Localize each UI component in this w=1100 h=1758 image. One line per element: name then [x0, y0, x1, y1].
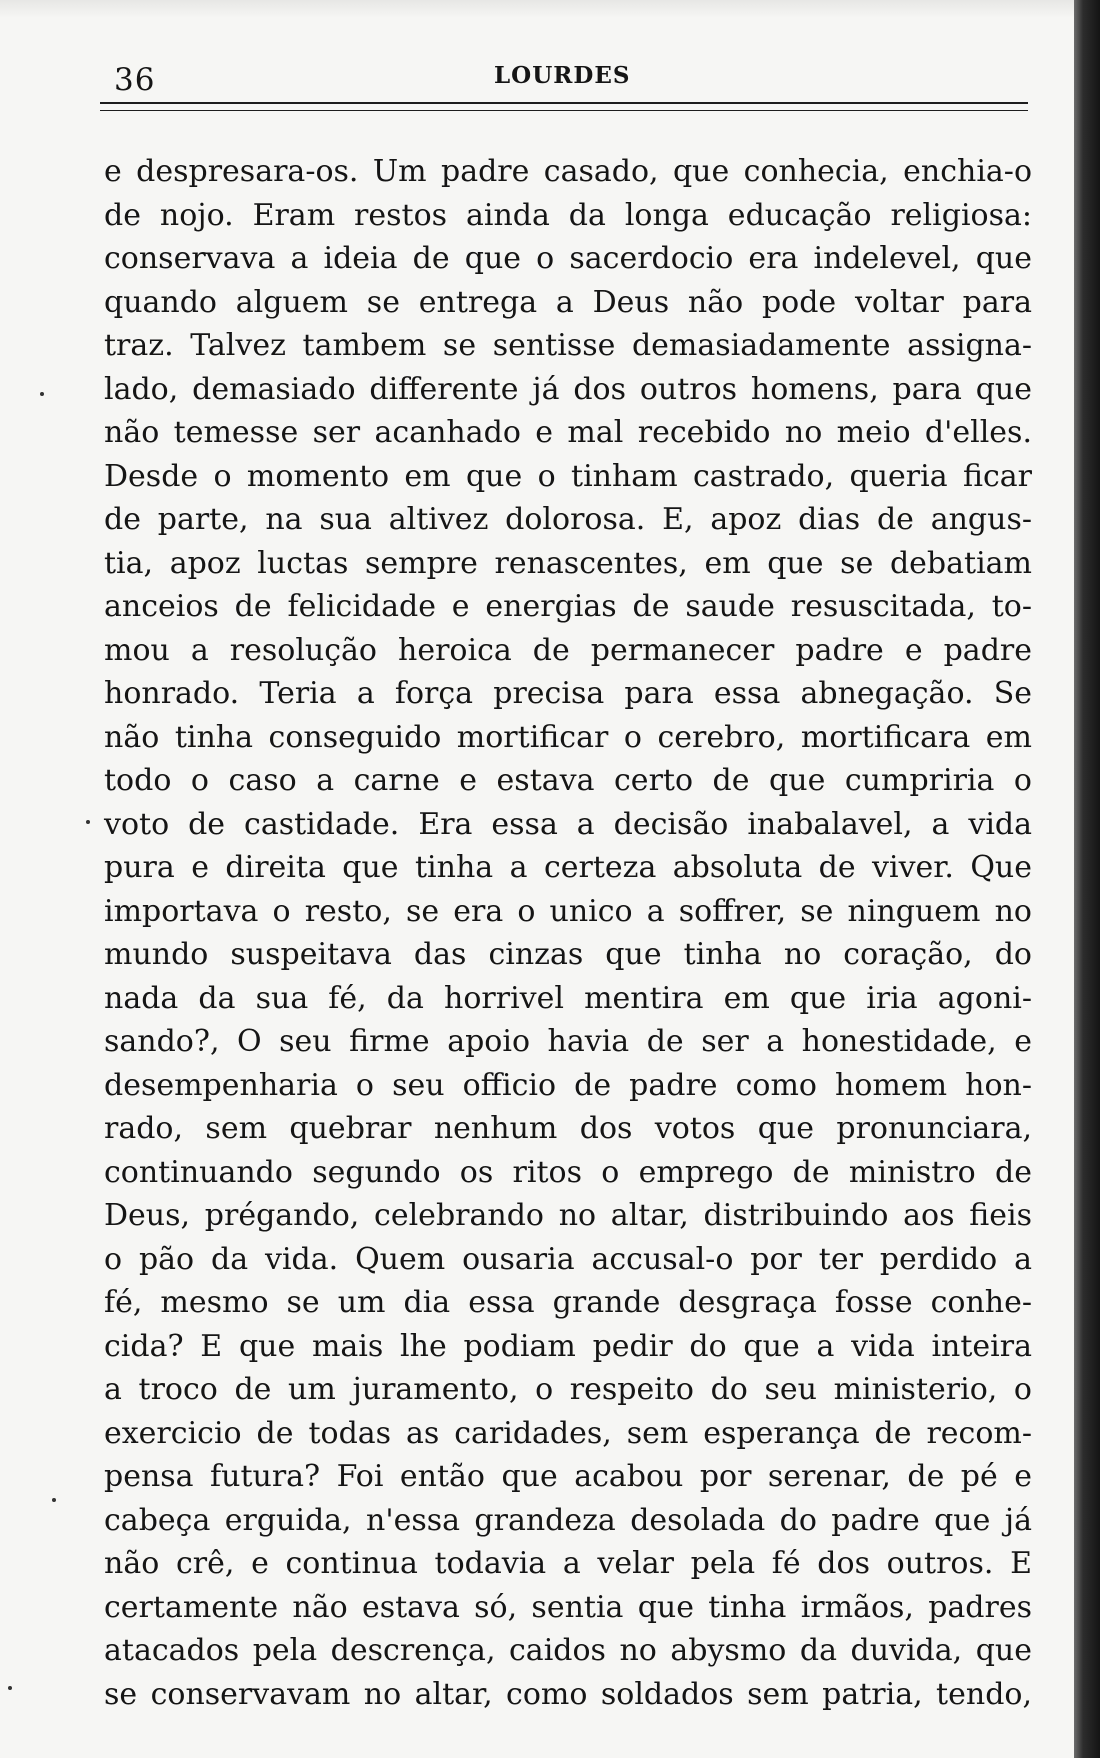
text-line: atacados pela descrença, caidos no abysmo da duvida, que [104, 1633, 1032, 1668]
page-binding-edge [1074, 0, 1100, 1758]
text-line: a troco de um juramento, o respeito do seu ministerio, o [104, 1372, 1032, 1407]
ink-speck [52, 1498, 56, 1502]
text-line: e despresara-os. Um padre casado, que conhecia, enchia-o [104, 154, 1032, 189]
text-line: certamente não estava só, sentia que tinha irmãos, padres [104, 1589, 1032, 1625]
page-header [104, 58, 1030, 108]
text-line: sando?, O seu firme apoio havia de ser a honestidade, e [104, 1024, 1032, 1059]
text-line: cabeça erguida, n'essa grandeza desolada do padre que já [104, 1502, 1032, 1538]
text-line: tia, apoz luctas sempre renascentes, em que se debatiam [104, 545, 1032, 581]
text-line: mou a resolução heroica de permanecer padre e padre [104, 632, 1032, 668]
text-line: cida? E que mais lhe podiam pedir do que a vida inteira [104, 1328, 1032, 1364]
text-line: de nojo. Eram restos ainda da longa educação religiosa: [104, 197, 1032, 233]
text-line: voto de castidade. Era essa a decisão inabalavel, a vida [104, 806, 1032, 842]
text-line: exercicio de todas as caridades, sem esperança de recom- [104, 1415, 1032, 1451]
text-line: honrado. Teria a força precisa para essa abnegação. Se [104, 676, 1032, 711]
text-line: continuando segundo os ritos o emprego de ministro de [104, 1154, 1032, 1190]
text-line: Desde o momento em que o tinham castrado, queria ficar [104, 458, 1032, 494]
page-number: 36 [114, 62, 156, 98]
text-line: fé, mesmo se um dia essa grande desgraça fosse conhe- [104, 1285, 1032, 1320]
text-line: Deus, prégando, celebrando no altar, distribuindo aos fieis [104, 1198, 1032, 1233]
text-line: anceios de felicidade e energias de saude resuscitada, to- [104, 589, 1032, 624]
text-line: pensa futura? Foi então que acabou por serenar, de pé e [104, 1459, 1032, 1494]
running-head: LOURDES [494, 62, 631, 89]
text-line: não crê, e continua todavia a velar pela fé dos outros. E [104, 1546, 1032, 1581]
text-line: o pão da vida. Quem ousaria accusal-o por ter perdido a [104, 1241, 1032, 1277]
ink-speck [40, 392, 44, 396]
text-line: não temesse ser acanhado e mal recebido no meio d'elles. [104, 415, 1032, 450]
header-rule-thin [100, 110, 1028, 111]
text-line: rado, sem quebrar nenhum dos votos que pronunciara, [104, 1111, 1032, 1146]
text-line: não tinha conseguido mortificar o cerebro, mortificara em [104, 719, 1032, 755]
header-rule-thick [100, 102, 1028, 104]
text-line: mundo suspeitava das cinzas que tinha no coração, do [104, 937, 1032, 972]
body-text [104, 150, 1032, 1716]
text-line: conservava a ideia de que o sacerdocio era indelevel, que [104, 241, 1032, 276]
text-line: quando alguem se entrega a Deus não pode voltar para [104, 284, 1032, 320]
ink-speck [8, 1686, 12, 1690]
text-line: desempenharia o seu officio de padre como homem hon- [104, 1067, 1032, 1103]
text-line: nada da sua fé, da horrivel mentira em que iria agoni- [104, 980, 1032, 1016]
text-line: todo o caso a carne e estava certo de que cumpriria o [104, 763, 1032, 798]
page-top-shadow [0, 0, 1100, 18]
text-line: importava o resto, se era o unico a soffrer, se ninguem no [104, 893, 1032, 929]
text-line: pura e direita que tinha a certeza absoluta de viver. Que [104, 850, 1032, 885]
text-line: se conservavam no altar, como soldados sem patria, tendo, [104, 1676, 1032, 1712]
ink-speck [86, 820, 90, 824]
text-line: lado, demasiado differente já dos outros homens, para que [104, 371, 1032, 407]
text-line: de parte, na sua altivez dolorosa. E, apoz dias de angus- [104, 502, 1032, 537]
text-line: traz. Talvez tambem se sentisse demasiadamente assigna- [104, 328, 1032, 363]
